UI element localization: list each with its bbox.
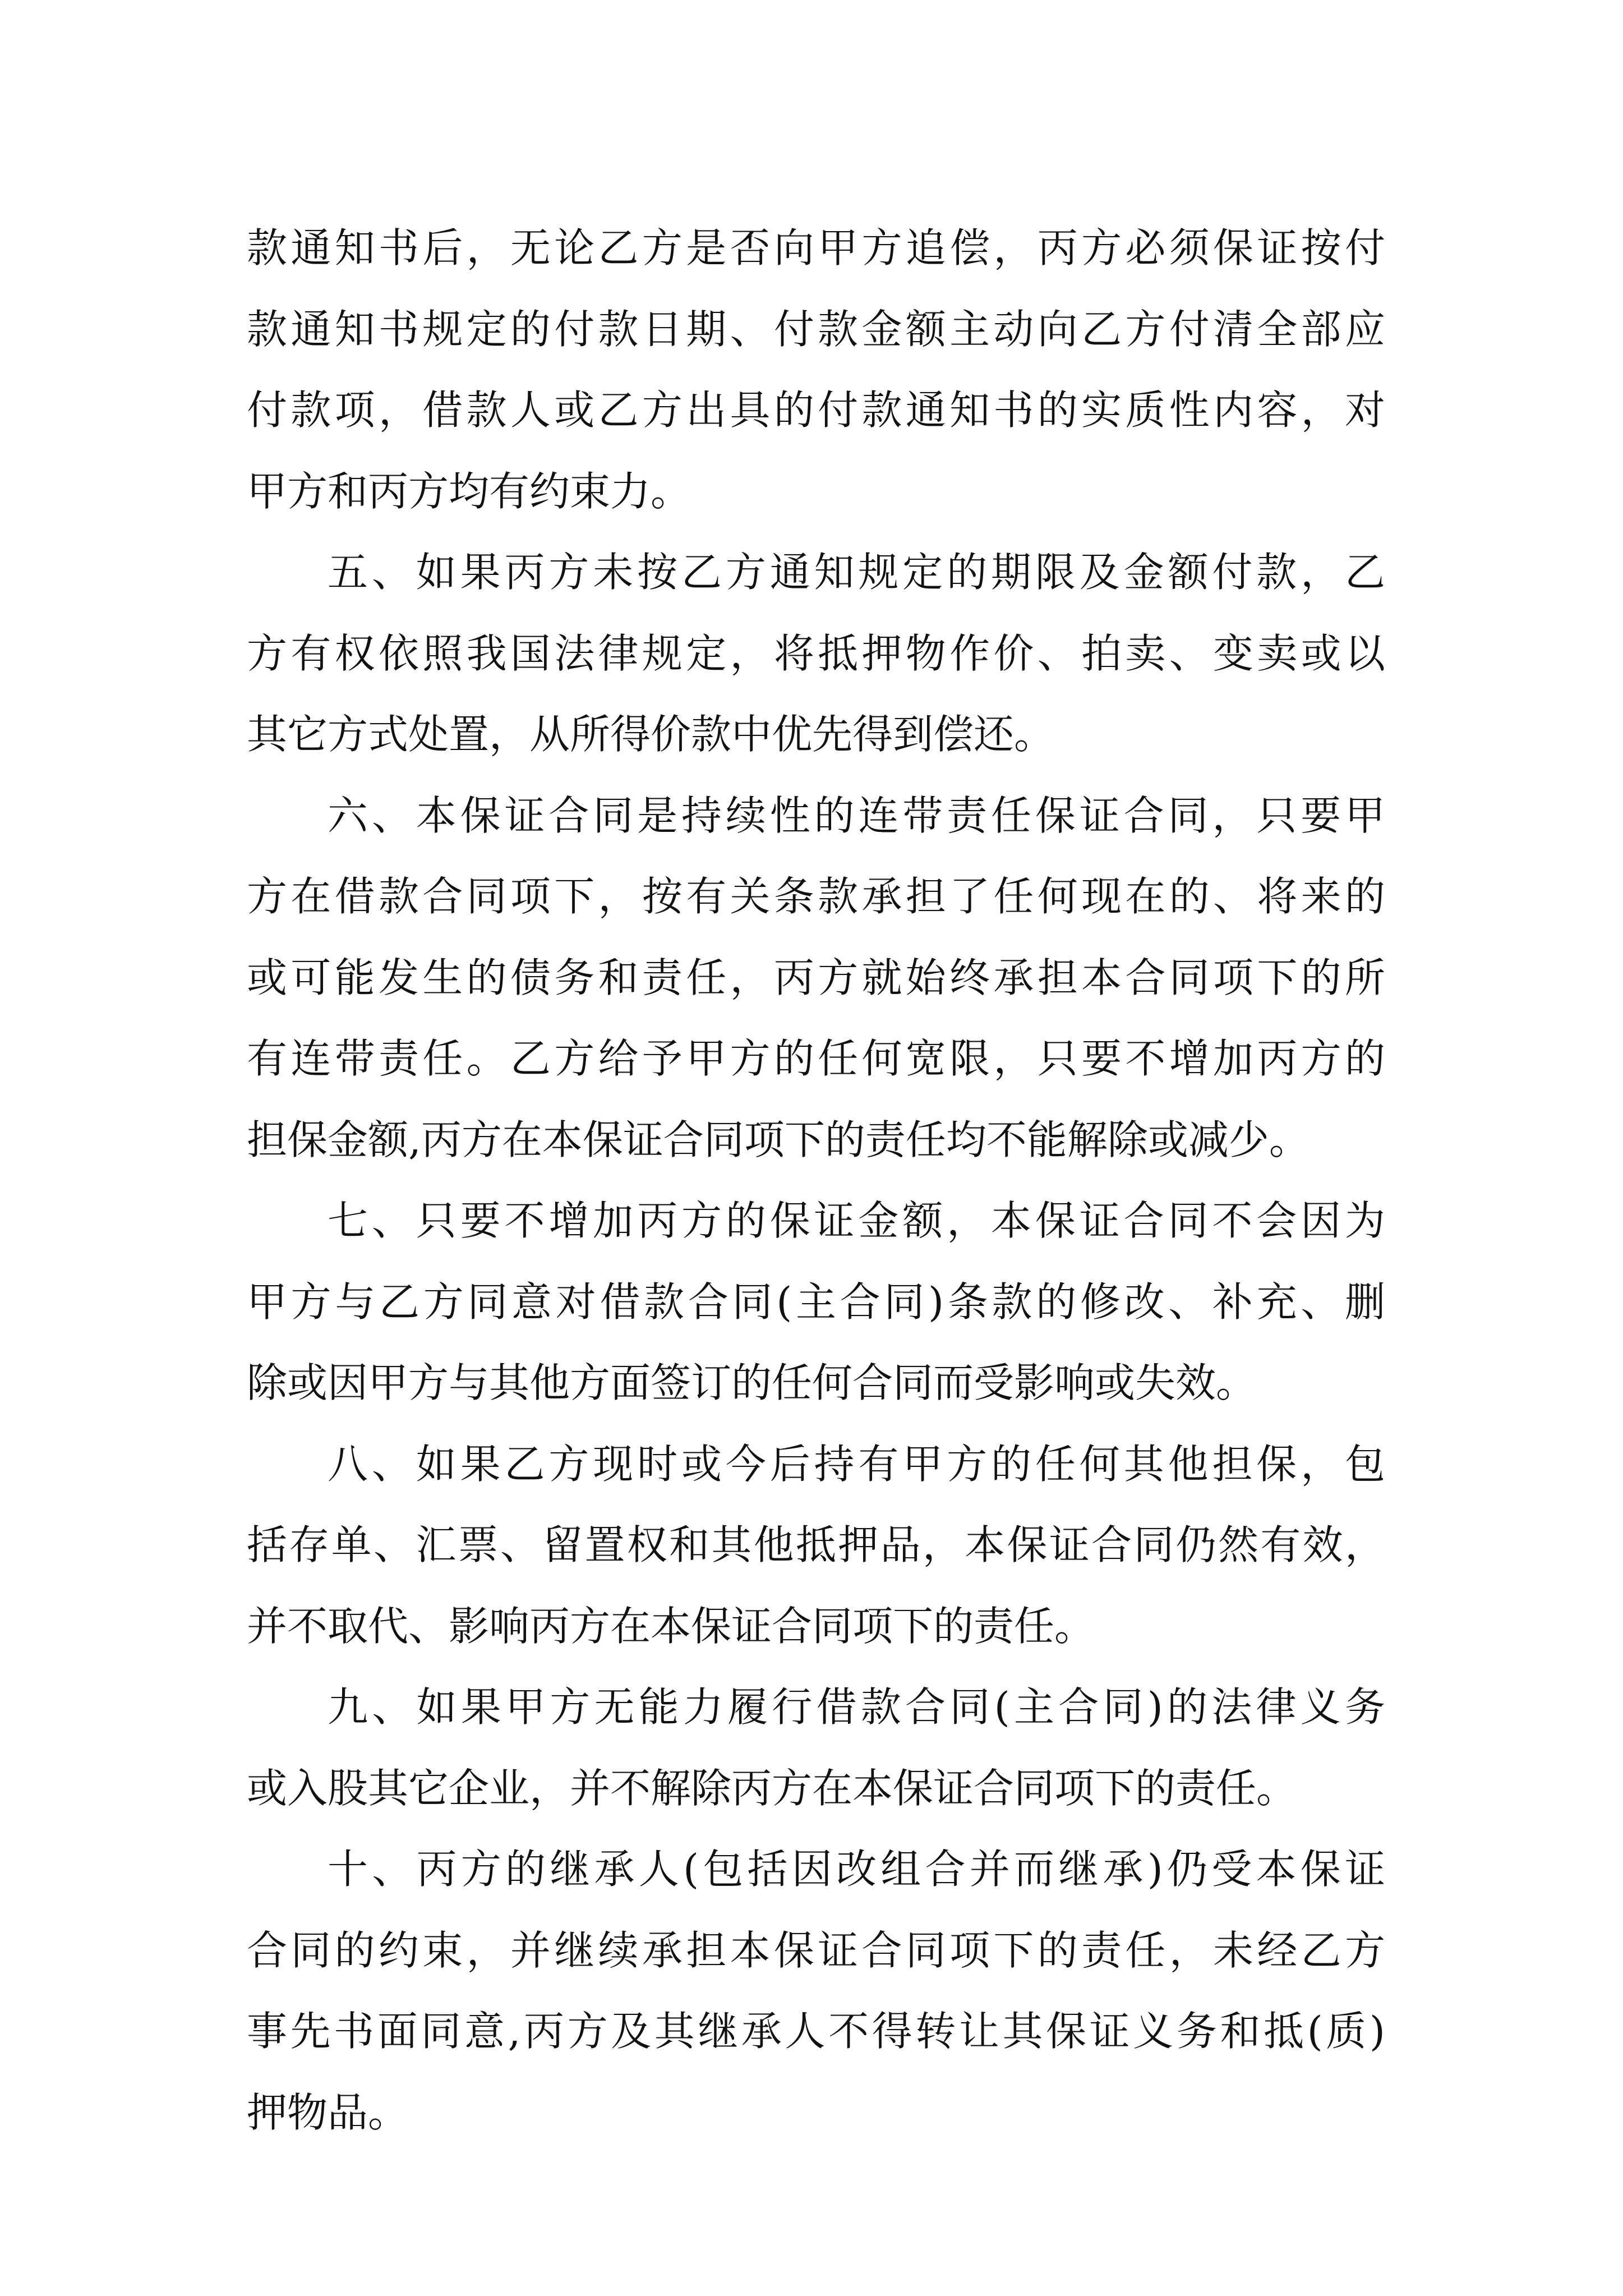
text-line: 方在借款合同项下，按有关条款承担了任何现在的、将来的 <box>247 873 1385 920</box>
paragraph-8 <box>247 1424 1385 1667</box>
text-line: 九、如果甲方无能力履行借款合同(主合同)的法律义务 <box>328 1683 1385 1731</box>
text-line: 除或因甲方与其他方面签订的任何合同而受影响或失效。 <box>247 1359 1257 1406</box>
text-line: 付款项，借款人或乙方出具的付款通知书的实质性内容，对 <box>247 386 1385 434</box>
paragraph-10 <box>247 1829 1385 2153</box>
text-line: 或入股其它企业，并不解除丙方在本保证合同项下的责任。 <box>247 1764 1297 1812</box>
text-line: 甲方和丙方均有约束力。 <box>247 467 691 515</box>
document-body <box>247 208 1385 2153</box>
text-line: 有连带责任。乙方给予甲方的任何宽限，只要不增加丙方的 <box>247 1035 1385 1082</box>
text-line: 担保金额,丙方在本保证合同项下的责任均不能解除或减少。 <box>247 1116 1310 1163</box>
paragraph-6 <box>247 775 1385 1181</box>
paragraph-9 <box>247 1667 1385 1829</box>
paragraph-4-continued <box>247 208 1385 532</box>
text-line: 其它方式处置，从所得价款中优先得到偿还。 <box>247 711 1055 758</box>
text-line: 款通知书后，无论乙方是否向甲方追偿，丙方必须保证按付 <box>247 224 1385 272</box>
text-line: 押物品。 <box>247 2088 409 2136</box>
text-line: 并不取代、影响丙方在本保证合同项下的责任。 <box>247 1602 1095 1650</box>
text-line: 六、本保证合同是持续性的连带责任保证合同，只要甲 <box>328 792 1385 839</box>
text-line: 十、丙方的继承人(包括因改组合并而继承)仍受本保证 <box>328 1846 1385 1893</box>
text-line: 五、如果丙方未按乙方通知规定的期限及金额付款，乙 <box>328 549 1385 596</box>
text-line: 方有权依照我国法律规定，将抵押物作价、拍卖、变卖或以 <box>247 629 1385 677</box>
text-line: 款通知书规定的付款日期、付款金额主动向乙方付清全部应 <box>247 305 1385 353</box>
text-line: 七、只要不增加丙方的保证金额，本保证合同不会因为 <box>328 1197 1385 1244</box>
paragraph-7 <box>247 1180 1385 1424</box>
text-line: 或可能发生的债务和责任，丙方就始终承担本合同项下的所 <box>247 954 1385 1001</box>
text-line: 八、如果乙方现时或今后持有甲方的任何其他担保，包 <box>328 1440 1385 1488</box>
text-line: 事先书面同意,丙方及其继承人不得转让其保证义务和抵(质) <box>247 2008 1385 2055</box>
text-line: 甲方与乙方同意对借款合同(主合同)条款的修改、补充、删 <box>247 1278 1385 1326</box>
text-line: 合同的约束，并继续承担本保证合同项下的责任，未经乙方 <box>247 1926 1385 1974</box>
text-line: 括存单、汇票、留置权和其他抵押品，本保证合同仍然有效， <box>247 1521 1385 1568</box>
paragraph-5 <box>247 532 1385 775</box>
